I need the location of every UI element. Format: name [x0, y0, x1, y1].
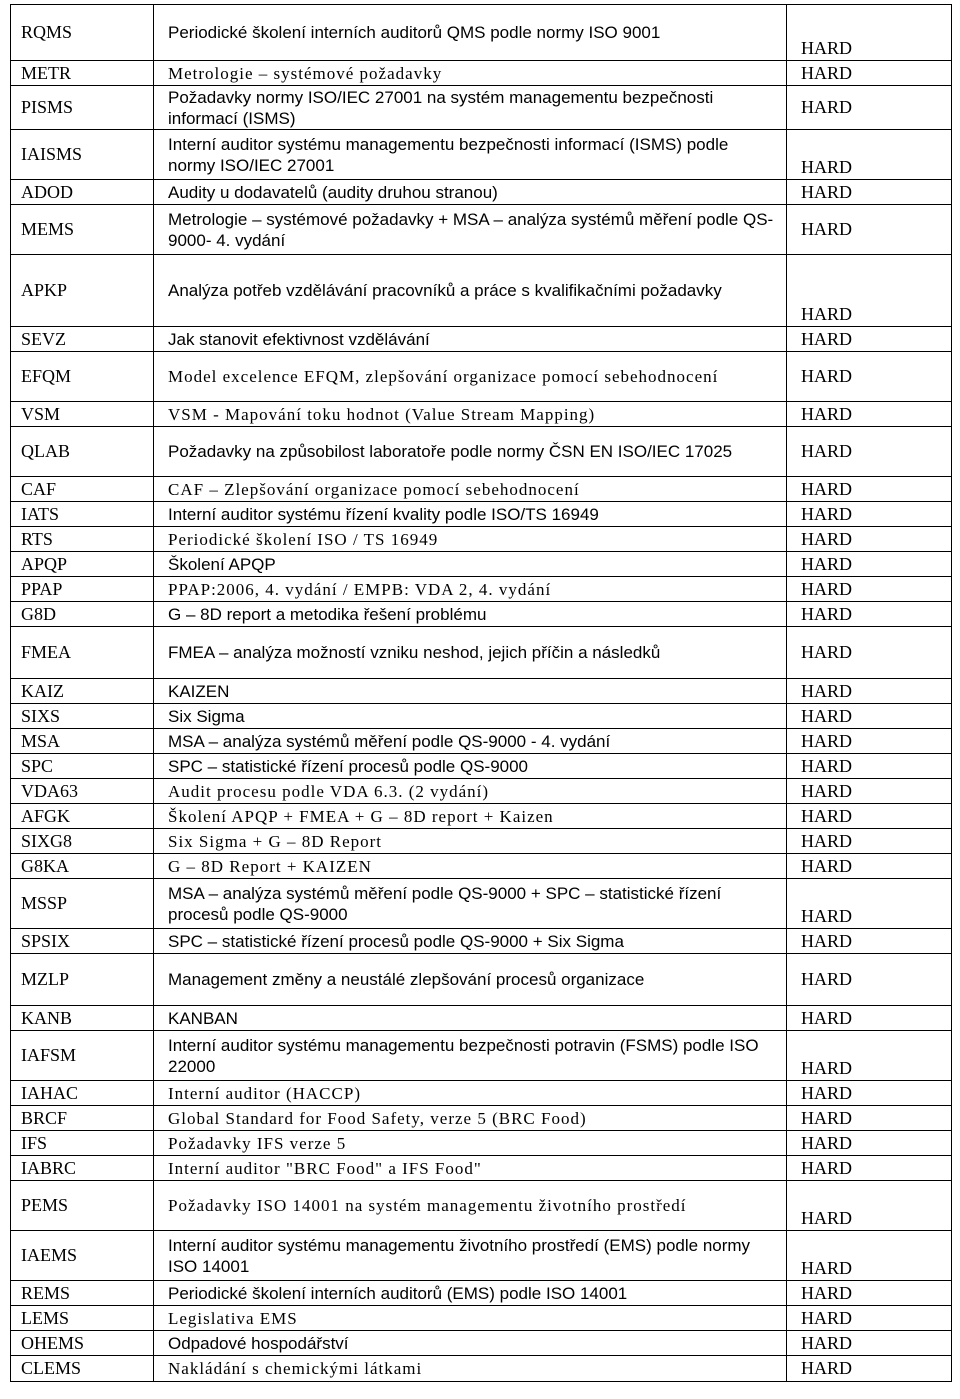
course-name: G – 8D Report + KAIZEN [168, 856, 372, 876]
course-row [11, 502, 952, 527]
course-row [11, 879, 952, 929]
course-row [11, 1306, 952, 1331]
course-name: Školení APQP + FMEA + G – 8D report + Kaizen [168, 806, 554, 826]
course-row [11, 1081, 952, 1106]
course-level: HARD [787, 854, 952, 879]
course-row [11, 1356, 952, 1382]
course-name-cell [154, 779, 787, 804]
course-name-cell [154, 1356, 787, 1382]
course-name: Požadavky ISO 14001 na systém managementu životního prostředí [168, 1196, 687, 1215]
course-name-cell [154, 527, 787, 552]
course-name-cell [154, 627, 787, 679]
course-level: HARD [787, 61, 952, 86]
course-code: IATS [11, 502, 154, 527]
course-code: IAEMS [11, 1231, 154, 1281]
course-name-cell [154, 1106, 787, 1131]
course-name-cell [154, 130, 787, 180]
course-code: REMS [11, 1281, 154, 1306]
course-name: Požadavky normy ISO/IEC 27001 na systém managementu bezpečnosti informací (ISMS) [168, 87, 714, 128]
course-name: Periodické školení interních auditorů (EMS) podle ISO 14001 [168, 1283, 628, 1303]
course-level: HARD [787, 477, 952, 502]
course-row [11, 1031, 952, 1081]
course-row [11, 1231, 952, 1281]
course-name: Periodické školení interních auditorů QMS podle normy ISO 9001 [168, 23, 661, 42]
course-row [11, 804, 952, 829]
course-name-cell [154, 829, 787, 854]
course-row [11, 327, 952, 352]
course-level: HARD [787, 1331, 952, 1356]
course-row [11, 352, 952, 402]
course-row [11, 1331, 952, 1356]
course-name-cell [154, 402, 787, 427]
course-row [11, 86, 952, 130]
course-level: HARD [787, 829, 952, 854]
course-level: HARD [787, 255, 952, 327]
course-name-cell [154, 1031, 787, 1081]
course-name-cell [154, 86, 787, 130]
course-name: Six Sigma [168, 706, 245, 726]
course-name: Odpadové hospodářství [168, 1333, 349, 1353]
course-level: HARD [787, 1306, 952, 1331]
course-code: BRCF [11, 1106, 154, 1131]
course-code: MZLP [11, 954, 154, 1006]
course-name: KAIZEN [168, 681, 230, 701]
course-name: Legislativa EMS [168, 1308, 298, 1328]
course-row [11, 61, 952, 86]
course-name: SPC – statistické řízení procesů podle QS-9000 + Six Sigma [168, 931, 624, 951]
course-level: HARD [787, 929, 952, 954]
course-name: Audit procesu podle VDA 6.3. (2 vydání) [168, 781, 490, 801]
course-name-cell [154, 1231, 787, 1281]
course-name: Metrologie – systémové požadavky [168, 63, 443, 83]
course-code: ADOD [11, 180, 154, 205]
course-level: HARD [787, 577, 952, 602]
course-row [11, 704, 952, 729]
course-code: MSA [11, 729, 154, 754]
course-row [11, 1181, 952, 1231]
course-name-cell [154, 1181, 787, 1231]
course-row [11, 427, 952, 477]
course-code: SEVZ [11, 327, 154, 352]
course-name: Interní auditor systému managementu bezpečnosti potravin (FSMS) podle ISO 22000 [168, 1035, 759, 1076]
course-name-cell [154, 1281, 787, 1306]
course-level: HARD [787, 954, 952, 1006]
course-name-cell [154, 427, 787, 477]
course-row [11, 552, 952, 577]
course-name: Analýza potřeb vzdělávání pracovníků a práce s kvalifikačními požadavky [168, 281, 722, 300]
course-level: HARD [787, 704, 952, 729]
course-code: PPAP [11, 577, 154, 602]
course-code: G8D [11, 602, 154, 627]
course-level: HARD [787, 427, 952, 477]
course-name-cell [154, 1331, 787, 1356]
course-level: HARD [787, 527, 952, 552]
course-level: HARD [787, 1181, 952, 1231]
course-name: Interní auditor systému řízení kvality podle ISO/TS 16949 [168, 504, 599, 524]
course-level: HARD [787, 352, 952, 402]
course-code: RQMS [11, 5, 154, 61]
course-name: Školení APQP [168, 554, 276, 574]
course-level: HARD [787, 402, 952, 427]
course-row [11, 527, 952, 552]
course-code: IFS [11, 1131, 154, 1156]
course-name: MSA – analýza systémů měření podle QS-9000 + SPC – statistické řízení procesů podle QS-9000 [168, 883, 722, 924]
course-level: HARD [787, 130, 952, 180]
course-code: FMEA [11, 627, 154, 679]
course-row [11, 402, 952, 427]
course-name: Interní auditor systému managementu bezpečnosti informací (ISMS) podle normy ISO/IEC 27001 [168, 134, 729, 175]
course-name-cell [154, 1006, 787, 1031]
course-code: VSM [11, 402, 154, 427]
course-level: HARD [787, 1081, 952, 1106]
course-level: HARD [787, 327, 952, 352]
course-name-cell [154, 352, 787, 402]
course-level: HARD [787, 5, 952, 61]
course-name: Six Sigma + G – 8D Report [168, 831, 383, 851]
course-code: CAF [11, 477, 154, 502]
course-name-cell [154, 577, 787, 602]
course-name: Metrologie – systémové požadavky + MSA – analýza systémů měření podle QS-9000- 4. vydání [168, 209, 774, 250]
course-name: G – 8D report a metodika řešení problému [168, 604, 487, 624]
course-name: Interní auditor "BRC Food" a IFS Food" [168, 1158, 482, 1178]
course-name: Požadavky na způsobilost laboratoře podle normy ČSN EN ISO/IEC 17025 [168, 442, 733, 461]
course-name-cell [154, 602, 787, 627]
course-code: APQP [11, 552, 154, 577]
course-name-cell [154, 5, 787, 61]
course-name-cell [154, 1156, 787, 1181]
course-name: Interní auditor (HACCP) [168, 1083, 361, 1103]
course-code: G8KA [11, 854, 154, 879]
course-row [11, 854, 952, 879]
course-code: OHEMS [11, 1331, 154, 1356]
course-name: Audity u dodavatelů (audity druhou stranou) [168, 182, 498, 202]
course-row [11, 779, 952, 804]
course-code: CLEMS [11, 1356, 154, 1382]
course-code: RTS [11, 527, 154, 552]
course-level: HARD [787, 1356, 952, 1382]
course-code: PEMS [11, 1181, 154, 1231]
course-name: PPAP:2006, 4. vydání / EMPB: VDA 2, 4. vydání [168, 579, 552, 599]
course-level: HARD [787, 1231, 952, 1281]
course-name-cell [154, 61, 787, 86]
course-code: IAHAC [11, 1081, 154, 1106]
course-level: HARD [787, 1106, 952, 1131]
course-level: HARD [787, 1031, 952, 1081]
course-row [11, 679, 952, 704]
course-code: IAISMS [11, 130, 154, 180]
course-row [11, 1281, 952, 1306]
course-level: HARD [787, 602, 952, 627]
course-code: SIXG8 [11, 829, 154, 854]
course-row [11, 205, 952, 255]
course-name: Interní auditor systému managementu životního prostředí (EMS) podle normy ISO 14001 [168, 1235, 751, 1276]
course-row [11, 754, 952, 779]
course-row [11, 627, 952, 679]
course-level: HARD [787, 205, 952, 255]
course-name-cell [154, 1081, 787, 1106]
course-row [11, 1131, 952, 1156]
course-code: AFGK [11, 804, 154, 829]
course-level: HARD [787, 754, 952, 779]
course-name: Model excelence EFQM, zlepšování organizace pomocí sebehodnocení [168, 367, 719, 386]
course-name-cell [154, 255, 787, 327]
course-level: HARD [787, 180, 952, 205]
course-name: Jak stanovit efektivnost vzdělávání [168, 329, 430, 349]
course-name-cell [154, 754, 787, 779]
course-level: HARD [787, 1006, 952, 1031]
course-level: HARD [787, 779, 952, 804]
course-name-cell [154, 679, 787, 704]
course-name: Management změny a neustálé zlepšování procesů organizace [168, 970, 645, 989]
course-name-cell [154, 854, 787, 879]
course-code: METR [11, 61, 154, 86]
course-row [11, 1006, 952, 1031]
course-code: KAIZ [11, 679, 154, 704]
course-code: VDA63 [11, 779, 154, 804]
course-level: HARD [787, 879, 952, 929]
course-name-cell [154, 929, 787, 954]
course-name-cell [154, 205, 787, 255]
course-level: HARD [787, 1281, 952, 1306]
course-code: KANB [11, 1006, 154, 1031]
course-name-cell [154, 552, 787, 577]
course-name: Nakládání s chemickými látkami [168, 1359, 423, 1378]
course-row [11, 729, 952, 754]
course-code: PISMS [11, 86, 154, 130]
course-name-cell [154, 1131, 787, 1156]
course-name-cell [154, 879, 787, 929]
course-name: CAF – Zlepšování organizace pomocí sebehodnocení [168, 479, 580, 499]
course-table [10, 4, 952, 1382]
course-row [11, 954, 952, 1006]
course-name-cell [154, 704, 787, 729]
course-name-cell [154, 180, 787, 205]
course-code: EFQM [11, 352, 154, 402]
course-code: LEMS [11, 1306, 154, 1331]
course-name-cell [154, 954, 787, 1006]
course-name: FMEA – analýza možností vzniku neshod, jejich příčin a následků [168, 643, 661, 662]
course-row [11, 255, 952, 327]
course-row [11, 477, 952, 502]
course-row [11, 180, 952, 205]
course-name-cell [154, 327, 787, 352]
course-name: VSM - Mapování toku hodnot (Value Stream Mapping) [168, 404, 596, 424]
course-level: HARD [787, 1131, 952, 1156]
course-row [11, 577, 952, 602]
course-code: APKP [11, 255, 154, 327]
course-name-cell [154, 804, 787, 829]
course-name-cell [154, 502, 787, 527]
course-table-body [11, 5, 952, 1382]
course-row [11, 829, 952, 854]
course-name-cell [154, 729, 787, 754]
course-code: QLAB [11, 427, 154, 477]
course-row [11, 5, 952, 61]
course-level: HARD [787, 729, 952, 754]
course-level: HARD [787, 804, 952, 829]
course-row [11, 1156, 952, 1181]
course-level: HARD [787, 1156, 952, 1181]
course-row [11, 130, 952, 180]
course-code: SIXS [11, 704, 154, 729]
course-name: Požadavky IFS verze 5 [168, 1133, 347, 1153]
course-row [11, 602, 952, 627]
course-name-cell [154, 477, 787, 502]
course-row [11, 929, 952, 954]
course-name-cell [154, 1306, 787, 1331]
course-level: HARD [787, 552, 952, 577]
course-code: IAFSM [11, 1031, 154, 1081]
course-level: HARD [787, 679, 952, 704]
course-code: MSSP [11, 879, 154, 929]
course-row [11, 1106, 952, 1131]
course-level: HARD [787, 627, 952, 679]
course-code: SPC [11, 754, 154, 779]
course-code: SPSIX [11, 929, 154, 954]
course-name: MSA – analýza systémů měření podle QS-9000 - 4. vydání [168, 731, 611, 751]
course-code: IABRC [11, 1156, 154, 1181]
course-name: Periodické školení ISO / TS 16949 [168, 529, 439, 549]
course-name: KANBAN [168, 1008, 238, 1028]
course-name: Global Standard for Food Safety, verze 5 (BRC Food) [168, 1108, 587, 1128]
course-level: HARD [787, 502, 952, 527]
course-level: HARD [787, 86, 952, 130]
course-name: SPC – statistické řízení procesů podle QS-9000 [168, 756, 529, 776]
course-code: MEMS [11, 205, 154, 255]
